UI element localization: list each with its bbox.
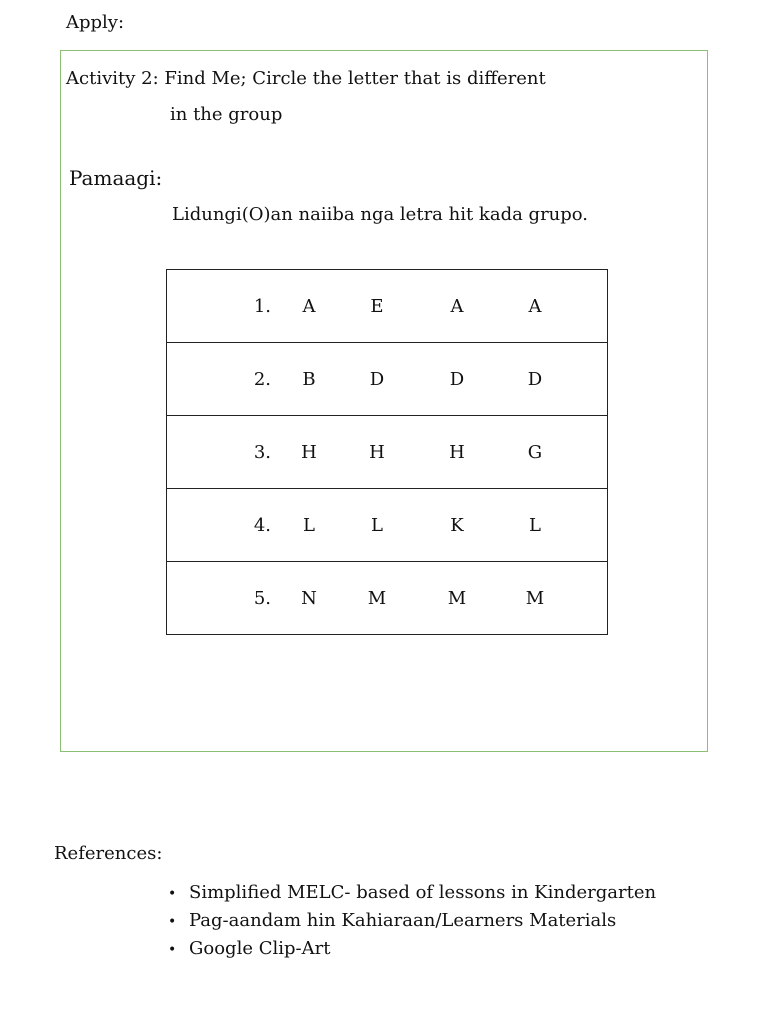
bullet-icon: • bbox=[168, 886, 177, 902]
table-row bbox=[167, 489, 608, 562]
empty-cell bbox=[573, 343, 608, 416]
row-number: 4. bbox=[167, 489, 282, 562]
list-item bbox=[168, 879, 656, 907]
apply-heading: Apply: bbox=[66, 12, 125, 33]
letter-cell[interactable]: A bbox=[281, 270, 337, 343]
list-item bbox=[168, 935, 656, 963]
letter-cell[interactable]: M bbox=[497, 562, 573, 635]
table-row bbox=[167, 270, 608, 343]
table-row bbox=[167, 562, 608, 635]
reference-text: Simplified MELC- based of lessons in Kindergarten bbox=[189, 882, 657, 903]
pamaagi-heading: Pamaagi: bbox=[69, 166, 163, 190]
letter-cell[interactable]: H bbox=[417, 416, 497, 489]
letter-cell[interactable]: E bbox=[337, 270, 417, 343]
letter-cell[interactable]: K bbox=[417, 489, 497, 562]
instruction-text: Lidungi(O)an naiiba nga letra hit kada grupo. bbox=[172, 204, 589, 225]
reference-text: Google Clip-Art bbox=[189, 938, 331, 959]
letter-cell[interactable]: H bbox=[281, 416, 337, 489]
letter-cell[interactable]: D bbox=[417, 343, 497, 416]
empty-cell bbox=[573, 489, 608, 562]
row-number: 5. bbox=[167, 562, 282, 635]
letter-cell[interactable]: A bbox=[417, 270, 497, 343]
row-number: 1. bbox=[167, 270, 282, 343]
table-row bbox=[167, 416, 608, 489]
letter-cell[interactable]: M bbox=[417, 562, 497, 635]
letter-cell[interactable]: B bbox=[281, 343, 337, 416]
letter-cell[interactable]: H bbox=[337, 416, 417, 489]
references-list bbox=[168, 879, 656, 963]
letter-cell[interactable]: G bbox=[497, 416, 573, 489]
letter-cell[interactable]: A bbox=[497, 270, 573, 343]
list-item bbox=[168, 907, 656, 935]
letter-cell[interactable]: N bbox=[281, 562, 337, 635]
bullet-icon: • bbox=[168, 914, 177, 930]
row-number: 3. bbox=[167, 416, 282, 489]
letter-cell[interactable]: D bbox=[337, 343, 417, 416]
bullet-icon: • bbox=[168, 942, 177, 958]
letter-cell[interactable]: L bbox=[497, 489, 573, 562]
letter-cell[interactable]: D bbox=[497, 343, 573, 416]
letter-cell[interactable]: L bbox=[337, 489, 417, 562]
references-heading: References: bbox=[54, 843, 163, 864]
empty-cell bbox=[573, 416, 608, 489]
table-row bbox=[167, 343, 608, 416]
activity-box bbox=[60, 50, 708, 752]
letter-cell[interactable]: L bbox=[281, 489, 337, 562]
empty-cell bbox=[573, 562, 608, 635]
row-number: 2. bbox=[167, 343, 282, 416]
activity-title-continued: in the group bbox=[170, 104, 283, 125]
reference-text: Pag-aandam hin Kahiaraan/Learners Materials bbox=[189, 910, 617, 931]
letter-cell[interactable]: M bbox=[337, 562, 417, 635]
activity-title: Activity 2: Find Me; Circle the letter that is different bbox=[66, 68, 546, 89]
empty-cell bbox=[573, 270, 608, 343]
letters-table bbox=[166, 269, 608, 635]
